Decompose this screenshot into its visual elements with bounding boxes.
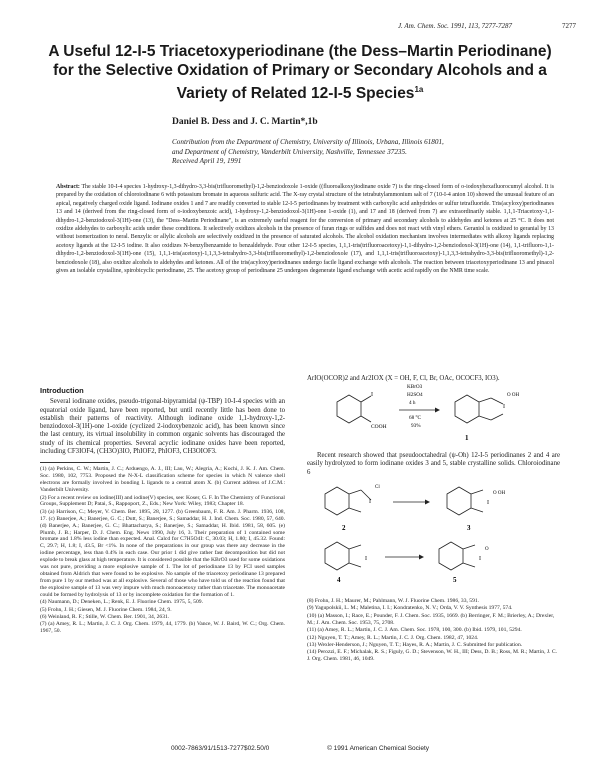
oxide-label-5: O [485,547,489,552]
right-column-footnotes [307,598,560,664]
footnote: (10) (a) Masson, I.; Race, E.; Pounder, F. J. Chem. Soc. 1935, 1669. (b) Berringer, F. M.; Brierley, A.; Drexler, M.; J. Am. Chem. Soc. 1953, 75, 2708. [307,612,555,626]
iodinane-oxide-5-structure [439,542,475,570]
reagent-label: H2SO4 [407,392,423,398]
page-footer [0,745,600,752]
paper-title-text: A Useful 12-I-5 Triacetoxyperiodinane (the Dess–Martin Periodinane) for the Selective Oxidation of Primary or Secondary Alcohols and a Variety of Related 12-I-5 Species [48,43,552,103]
abstract [56,183,554,275]
received-date: Received April 19, 1991 [172,157,242,165]
periodinane-2-structure [325,487,371,515]
footnote: (11) (a) Amey, R. L.; Martin, J. C. J. Am. Chem. Soc. 1978, 100, 300. (b) Ibid. 1979, 101, 5294. [307,627,522,634]
footnote: (1) (a) Perkins, C. W.; Martin, J. C.; Arduengo, A. J., III; Lau, W.; Alegria, A.; Kochi, J. K. J. Am. Chem. Soc. 1980, 102, 7753. Proposed the N-X-L classification scheme for species in which N valence shell electrons are formally involved in bonding L ligands to a central atom X. (b) Current address of J.C.M.: Vanderbilt University. [40,466,285,494]
abstract-text: The stable 10-I-4 species 1-hydroxy-1,3-dihydro-3,3-bis(trifluoromethyl)-1,2-benziodoxole 1-oxide ((fluoroalkoxy)iodinane oxide 7) is the ring-closed form of o-iodoxyhexafluorocumyl alcohol. It is prepared by the oxidation of chloroiodinane 6 with potassium bromate in aqueous sulfuric acid. The X-ray crystal structure of the tetrabutylammonium salt of 7 (10-I-4 anion 10) showed the unusual feature of an apical, negatively charged oxide ligand. Iodinane oxides 1 and 7 are readily converted to stable 12-I-5 periodinanes by treatment with carboxylic acid anhydrides or sulfur tetrafluoride. Tris(acyloxy)periodinanes 13 and 14 (derived from the ring-closed form of o-iodoxybenzoic acid), 1-hydroxy-1,2-benziodoxol-3(1H)-one 1-oxide (1), and 17 and 18 (derived from 7) are extraordinarily stable. 1,1,1-Triacetoxy-1,1-dihydro-1,2-benziodoxol-3(1H)-one (13), the "Dess–Martin Periodinane", is an extremely useful reagent for the conversion of primary and secondary alcohols to aldehydes and ketones at 25 °C. It does not oxidize aldehydes to carboxylic acids under these conditions. It selectively oxidizes alcohols in the presence of furan rings or sulfides and does not react with vinyl ethers. Geraniol is oxidized to geranial by 13 without isomerization to neral. Benzylic or allylic alcohols are selectively oxidized in the presence of saturated alcohols. The alcohol oxidation mechanism involves intermediates with alkoxy ligands replacing acetoxy ligands at the 12-I-5 iodine. It also oxidizes N-benzylbenzamide to benzaldehyde. Four other 12-I-5 species, 1,1,1-tris(trifluoroacetoxy)-1,1-dihydro-1,2-benziodoxol-3(1H)-one (14), 1,1-trifluoro-1,1-dihydro-1,2-benziodoxol-3(1H)-one (15), 1,1,1-tris(acetoxy)-1,1,3,3-tetrahydro-3,3-bis(trifluoromethyl)-1,2-benziodoxole (17), and 1,1,1-tris(trifluoroacetoxy)-1,1,3,3-tetrahydro-3,3-bis(trifluoromethyl)-1,2-benziodoxole (18), also oxidize alcohols to aldehydes and ketones. All of the tris(acyloxy)periodinanes undergo facile ligand exchange with alcohols. The reaction between triacetoxyperiodinane 13 and pinacol gives an isolable crystalline, spirobicyclic periodinane, 25. The acetoxy group of periodinane 25 undergoes degenerate ligand exchange with acetic acid rapidly on the NMR time scale. [56,184,554,275]
footnote-divider [40,462,110,463]
page-number: 7277 [562,22,576,30]
right-column-intro: ArIO(OCOR)2 and Ar2IOX (X = OH, F, Cl, Br, OAc, OCOCF3, IO3). [307,375,500,382]
chemical-scheme [307,374,560,584]
running-header [0,22,600,34]
iodine-label-3: I [487,500,489,506]
footnote: (12) Nguyen, T. T.; Amey, R. L.; Martin, J. C. J. Org. Chem. 1982, 47, 1024. [307,634,479,641]
footnote: (5) Frohn, J. H.; Giesen, M. J. Fluorine Chem. 1984, 24, 9. [40,606,172,613]
section-heading: Introduction [40,386,84,395]
intro-paragraph: Several iodinane oxides, pseudo-trigonal-bipyramidal (ψ-TBP) 10-I-4 species with an equatorial oxide ligand, have been reported, but until recently little has been done to establish their patterns of reactivity. Although iodinane oxide 1,1-hydroxy-1,2-benziodoxol-3(1H)-one 1-oxide (cyclized 2-iodoxybenzoic acid), has been known since the last century, its virtual insolubility in common organic solvents has discouraged the study of its chemical properties. Several acyclic iodinane oxides have been reported, including CF3IOF4, (CH3O)3IO, PhIOF2, PhIOF3, CH3OIOF3. [40,398,285,456]
ligand-label-2: Cl [375,485,380,490]
footnote: (9) Yagupolskii, L. M.; Maletina, I. I.; Kondratenko, N. V.; Orda, V. V. Synthesis 1977, 574. [307,605,513,612]
affiliation-line: Contribution from the Department of Chemistry, University of Illinois, Urbana, Illinois 61801, [172,138,444,146]
copyright-notice: © 1991 American Chemical Society [327,745,430,752]
compound-label: 3 [467,524,471,532]
paper-title [40,42,560,103]
iodine-label-start: I [371,392,373,398]
reaction-arrowhead [419,555,424,560]
reagent-label: 4 h [409,400,416,406]
footnote: (14) Perozzi, E. F.; Michalak, R. S.; Figuly, G. D.; Stevenson, W. H., III; Dess, D. B.; Ross, M. R.; Martin, J. C. J. Org. Chem. 1981, 46, 1049. [307,649,557,663]
copyright-code: 0002-7863/91/1513-7277$02.50/0 [170,745,270,752]
iodine-label-4: I [365,556,367,562]
iodine-label-1: I [503,404,505,410]
iodine-label-2: I [369,499,371,505]
author-list: Daniel B. Dess and J. C. Martin*,1b [172,117,318,127]
footnote: (3) (a) Harrison, C.; Meyer, V. Chem. Ber. 1895, 28, 1277. (b) Greenbaum, F. R. Am. J. Pharm. 1936, 108, 17. (c) Banerjee, A.; Banerjee, G. C.; Dutt, S.; Banerjee, S.; Samaddar, H. J. Ind. Chem. Soc. 1980, 57, 640. (d) Banerjee, A.; Banerjee, G. C.; Bhattacharya, S.; Banerjee, S.; Samaddar, H. Ibid. 1981, 58, 605. (e) Plumb, J. B.; Harper, D. J. Chem. Eng. News 1990, July 16, 3. Their preparation of 1 contained some bromate and 1.8% less iodine than expected. Anal. Calcd for C7H5O4I: C, 30.03; H, 1.80; I, 45.32. Found: C, 29.7; H, 1.8; I, 43.5, Br <1%. In none of the preparations in our group was there any decrease in the iodine percentage, less than 0.4% in each case. Our prior 1 did give rather fast decomposition but did not explode to break glass at high temperature. It is considered possible that the KBrO3 used for some oxidations was not pure, providing a more explosive sample of 1. The lot of periodinane 13 by FCI used samples obtained from Aldrich that were found to be explosive. No sample of the triacetoxy periodinane 13 prepared from pure 1 by our method was at all explosive. Several of those who have told us of the reaction found that the explosive sample of 13 was very impure with much monoacetoxy rather than triacetate. The monoacetate could be formed by hydrolysis of 13 or by incomplete oxidation for the formation of 1. [40,508,285,598]
footnote: (13) Wexler-Henderson, J.; Nguyen, T. T.; Hayes, R. A.; Martin, J. C. Submitted for publication. [307,641,523,648]
right-column-paragraph: Recent research showed that pseudooctahedral (ψ-Oh) 12-I-5 periodinanes 2 and 4 are easily hydrolyzed to form iodinane oxides 3 and 5, stable crystalline solids. Chloroiodinane 6 [307,452,560,476]
affiliation [172,138,552,167]
reaction-arrowhead [425,500,430,505]
footnote: (6) Weinland, R. F.; Stille, W. Chem. Ber. 1901, 34, 2631. [40,613,170,620]
compound-label: 4 [337,576,341,584]
compound-label: 5 [453,576,457,584]
left-column [40,387,285,636]
reaction-arrowhead [435,408,440,413]
footnote: (8) Frohn, J. H.; Maurer, M.; Pahlmann, W. J. Fluorine Chem. 1986, 33, 591. [307,598,480,604]
reagent-label: 93% [411,423,421,429]
starting-material-structure [337,395,371,423]
footnotes-left [40,466,285,635]
footnote: (2) For a recent review on iodine(III) and iodine(V) species, see: Koser, G. F. In The Chemistry of Functional Groups, Supplement D; Patai, S., Rappoport, Z., Eds.; New York: Wiley, 1983; Chapter 18. [40,494,285,508]
periodinane-4-structure [325,542,361,570]
reagent-label: KBrO3 [407,384,423,390]
title-footnote-marker: 1a [414,85,424,94]
affiliation-line: and Department of Chemistry, Vanderbilt University, Nashville, Tennessee 37235. [172,147,407,156]
oxide-label-3: O OH [493,491,506,496]
footnote: (7) (a) Amey, R. L.; Martin, J. C. J. Org. Chem. 1979, 44, 1779. (b) Vance, W. J. Baird, W. C.; Org. Chem. 1967, 50. [40,621,285,635]
iodine-label-5: I [479,556,481,562]
journal-citation: J. Am. Chem. Soc. 1991, 113, 7277-7287 [397,22,512,30]
footnote: (4) Naumann, D.; Deneken, L.; Renk, E. J. Fluorine Chem. 1975, 5, 509. [40,599,203,606]
product-1-structure [455,395,503,423]
compound-label: 2 [342,524,346,532]
compound-label: 1 [465,434,469,442]
acid-label-start: COOH [371,424,387,430]
oxide-label-1: O OH [507,393,520,398]
reagent-label: 68 °C [409,415,422,421]
abstract-label: Abstract: [56,184,80,190]
iodinane-oxide-3-structure [447,487,483,515]
footnotes-right [307,598,560,663]
